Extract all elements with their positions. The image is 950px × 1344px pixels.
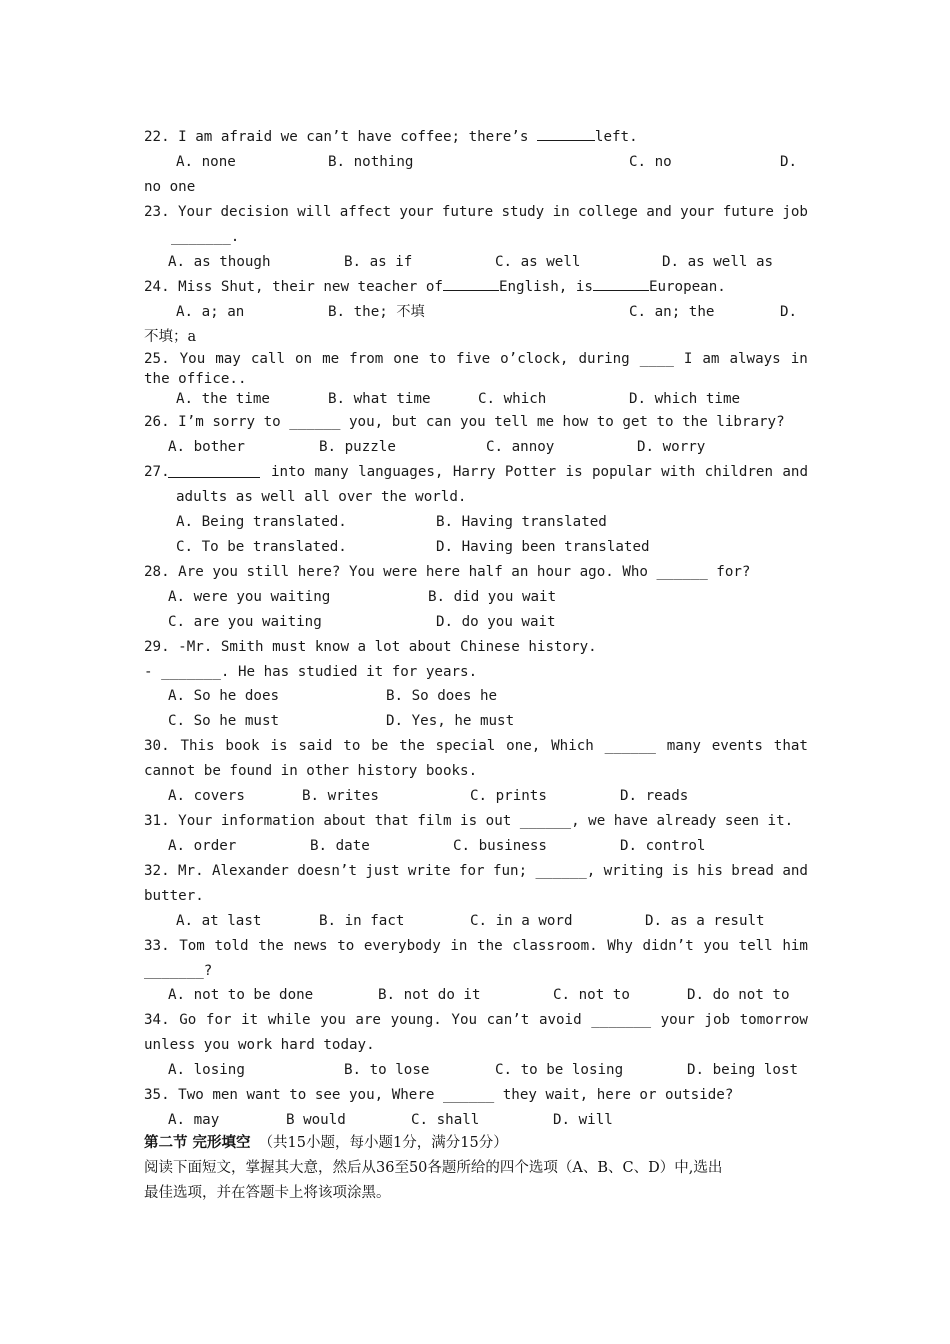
option-c: C. prints <box>470 788 547 804</box>
question-31-stem: 31. Your information about that film is out ______, we have already seen it. <box>144 813 794 829</box>
question-34-stem <box>144 1010 808 1030</box>
word: with <box>661 464 696 480</box>
option-c: C. business <box>453 838 547 854</box>
word: during <box>578 351 630 367</box>
word: events <box>711 738 763 754</box>
word: This <box>180 738 215 754</box>
option-b: B would <box>286 1112 346 1128</box>
question-27-continued: adults as well all over the world. <box>176 489 467 505</box>
word: affect <box>339 204 391 220</box>
option-a: A. the time <box>176 391 270 407</box>
word: 25. <box>144 351 170 367</box>
word: 34. <box>144 1012 170 1028</box>
question-23-stem <box>144 202 808 222</box>
option-c: C. So he must <box>168 713 280 729</box>
option-b: B. not do it <box>378 987 481 1003</box>
word: may <box>215 351 241 367</box>
question-25-continued: the office.. <box>144 371 247 387</box>
option-d: D. do not to <box>687 987 790 1003</box>
word: for <box>458 863 485 879</box>
word: five <box>455 351 491 367</box>
option-d: D. Having been translated <box>436 539 650 555</box>
option-d: D. will <box>553 1112 613 1128</box>
question-30-continued: cannot be found in other history books. <box>144 763 478 779</box>
word: are <box>355 1012 381 1028</box>
word: am <box>702 351 720 367</box>
option-b: B. what time <box>328 391 431 407</box>
option-d: D. do you wait <box>436 614 556 630</box>
word: on <box>294 351 313 367</box>
option-d-label: D. <box>780 154 798 170</box>
word: Which <box>551 738 594 754</box>
word: college <box>578 204 638 220</box>
option-c: C. no <box>629 154 672 170</box>
option-d: D. control <box>620 838 706 854</box>
option-a: A. not to be done <box>168 987 314 1003</box>
word: said <box>298 738 333 754</box>
word: in <box>790 351 808 367</box>
question-22-stem <box>144 127 808 147</box>
word: popular <box>591 464 652 480</box>
option-c: C. in a word <box>470 913 573 929</box>
word: job <box>782 204 808 220</box>
word: is <box>565 464 583 480</box>
word: many <box>666 738 701 754</box>
option-a: A. order <box>168 838 237 854</box>
option-d-text: no one <box>144 179 196 195</box>
word: ____ <box>639 351 674 367</box>
word: o’clock, <box>500 351 569 367</box>
word: can’t <box>486 1012 530 1028</box>
question-24-stem <box>144 277 808 297</box>
option-d: D. as a result <box>645 913 765 929</box>
option-b: B. as if <box>344 254 413 270</box>
word: while <box>267 1012 311 1028</box>
word: You <box>451 1012 478 1028</box>
word: and <box>782 464 808 480</box>
word: decision <box>220 204 289 220</box>
word: tomorrow <box>739 1012 808 1028</box>
question-29-reply: - _______. He has studied it for years. <box>144 664 478 680</box>
word: ______ <box>604 738 656 754</box>
word: call <box>250 351 285 367</box>
word: Why <box>607 938 633 954</box>
question-32-stem <box>144 861 808 881</box>
q27-num: 27. <box>144 464 170 480</box>
option-a: A. covers <box>168 788 245 804</box>
word: _______ <box>591 1012 652 1028</box>
word: the <box>258 938 284 954</box>
question-28-stem: 28. Are you still here? You were here half an hour ago. Who ______ for? <box>144 564 751 580</box>
option-b: B. date <box>310 838 370 854</box>
option-c: C. are you waiting <box>168 614 322 630</box>
word: you <box>320 1012 346 1028</box>
word: him <box>782 938 808 954</box>
option-c: C. which <box>478 391 547 407</box>
q24-stem-part: English, is <box>498 279 593 295</box>
word: it <box>241 1012 259 1028</box>
option-d: D. worry <box>637 439 706 455</box>
word: Harry <box>452 464 496 480</box>
word: writing <box>603 863 664 879</box>
word: your <box>680 204 715 220</box>
word: many <box>314 464 349 480</box>
word: Your <box>177 204 213 220</box>
option-b: B. to lose <box>344 1062 430 1078</box>
option-d: D. being lost <box>687 1062 799 1078</box>
word: future <box>722 204 774 220</box>
word: the <box>477 938 503 954</box>
word: Alexander <box>211 863 289 879</box>
word: children <box>704 464 774 480</box>
word: you <box>703 938 729 954</box>
word: write <box>407 863 451 879</box>
option-b: B. did you wait <box>428 589 557 605</box>
word: Mr. <box>177 863 204 879</box>
option-d-label: D. <box>780 304 798 320</box>
word: and <box>782 863 808 879</box>
option-d: D. Yes, he must <box>386 713 515 729</box>
answer-blank <box>168 464 260 478</box>
question-33-stem <box>144 936 808 956</box>
option-b: B. in fact <box>319 913 405 929</box>
option-a: A. a; an <box>176 304 245 320</box>
answer-blank <box>593 277 649 291</box>
option-c: C. an; the <box>629 304 715 320</box>
word: tell <box>738 938 773 954</box>
word: Potter <box>504 464 557 480</box>
word: ______, <box>535 863 596 879</box>
option-b: B. the; 不填 <box>328 304 425 320</box>
word: classroom. <box>512 938 598 954</box>
word: be <box>371 738 389 754</box>
word: avoid <box>538 1012 582 1028</box>
option-a: A. So he does <box>168 688 280 704</box>
option-a: A. as though <box>168 254 271 270</box>
word: I <box>683 351 693 367</box>
question-35-stem: 35. Two men want to see you, Where ______ they wait, here or outside? <box>144 1087 734 1103</box>
option-c: C. as well <box>495 254 581 270</box>
option-c: C. not to <box>553 987 630 1003</box>
word: 23. <box>144 204 170 220</box>
word: that <box>773 738 808 754</box>
word: young. <box>390 1012 442 1028</box>
word: Go <box>179 1012 197 1028</box>
word: your <box>660 1012 695 1028</box>
option-d: D. reads <box>620 788 689 804</box>
word: for <box>205 1012 232 1028</box>
word: in <box>450 938 468 954</box>
q22-stem-part: 22. I am afraid we can’t have coffee; there’s <box>144 129 537 145</box>
word: didn’t <box>642 938 694 954</box>
word: Tom <box>179 938 205 954</box>
option-b: B. Having translated <box>436 514 607 530</box>
option-a: A. losing <box>168 1062 245 1078</box>
section-instruction: 最佳选项，并在答题卡上将该项涂黑。 <box>144 1185 391 1201</box>
answer-blank: _______? <box>144 963 213 979</box>
word: bread <box>731 863 774 879</box>
section-note: （共15小题，每小题1分，满分15分） <box>258 1135 508 1151</box>
q24-stem-part: European. <box>648 279 726 295</box>
option-b: B. So does he <box>386 688 498 704</box>
section-instruction: 阅读下面短文，掌握其大意，然后从36至50各题所给的四个选项（A、B、C、D）中,选出 <box>144 1160 723 1176</box>
word: just <box>365 863 400 879</box>
question-26-stem: 26. I’m sorry to ______ you, but can you tell me how to get to the library? <box>144 414 785 430</box>
q22-stem-part: left. <box>594 129 638 145</box>
option-a: A. were you waiting <box>168 589 331 605</box>
word: to <box>337 938 355 954</box>
option-a: A. none <box>176 154 236 170</box>
question-32-continued: butter. <box>144 888 204 904</box>
word: me <box>322 351 340 367</box>
word: to <box>428 351 446 367</box>
question-30-stem <box>144 736 808 756</box>
word: study <box>501 204 545 220</box>
word: from <box>349 351 384 367</box>
word: the <box>399 738 425 754</box>
section-title: 第二节 完形填空 <box>144 1134 251 1151</box>
word: 32. <box>144 863 170 879</box>
word: book <box>225 738 260 754</box>
option-a: A. may <box>168 1112 220 1128</box>
word: is <box>270 738 288 754</box>
word: future <box>441 204 494 220</box>
answer-blank: _______. <box>171 229 240 245</box>
question-29-stem: 29. -Mr. Smith must know a lot about Chinese history. <box>144 639 597 655</box>
option-d: D. which time <box>629 391 741 407</box>
word: You <box>179 351 206 367</box>
word: is <box>671 863 689 879</box>
word: in <box>552 204 570 220</box>
word: special <box>435 738 496 754</box>
word: job <box>704 1012 731 1028</box>
option-c: C. shall <box>411 1112 480 1128</box>
word: your <box>399 204 434 220</box>
word: fun; <box>492 863 528 879</box>
word: always <box>729 351 781 367</box>
q24-stem-part: 24. Miss Shut, their new teacher of <box>144 279 443 295</box>
word: his <box>697 863 723 879</box>
option-d-text: 不填；a <box>144 329 197 345</box>
word: languages, <box>358 464 444 480</box>
option-b: B. puzzle <box>319 439 396 455</box>
answer-blank <box>443 277 499 291</box>
option-a: A. at last <box>176 913 262 929</box>
section-2-heading <box>144 1133 808 1153</box>
word: 30. <box>144 738 170 754</box>
option-c: C. annoy <box>486 439 555 455</box>
word: and <box>646 204 672 220</box>
question-25-stem <box>144 349 808 369</box>
word: 33. <box>144 938 170 954</box>
question-34-continued: unless you work hard today. <box>144 1037 375 1053</box>
option-a: A. Being translated. <box>176 514 347 530</box>
word: one <box>393 351 419 367</box>
word: everybody <box>363 938 441 954</box>
option-b: B. writes <box>302 788 379 804</box>
option-d: D. as well as <box>662 254 774 270</box>
word: one, <box>506 738 541 754</box>
word: to <box>343 738 361 754</box>
option-c: C. To be translated. <box>176 539 347 555</box>
word: doesn’t <box>297 863 357 879</box>
word: will <box>297 204 332 220</box>
word: into <box>271 464 306 480</box>
option-b: B. nothing <box>328 154 414 170</box>
word: news <box>293 938 328 954</box>
option-c: C. to be losing <box>495 1062 624 1078</box>
word: told <box>214 938 249 954</box>
option-a: A. bother <box>168 439 245 455</box>
question-27-stem <box>271 462 808 482</box>
answer-blank <box>537 127 595 141</box>
